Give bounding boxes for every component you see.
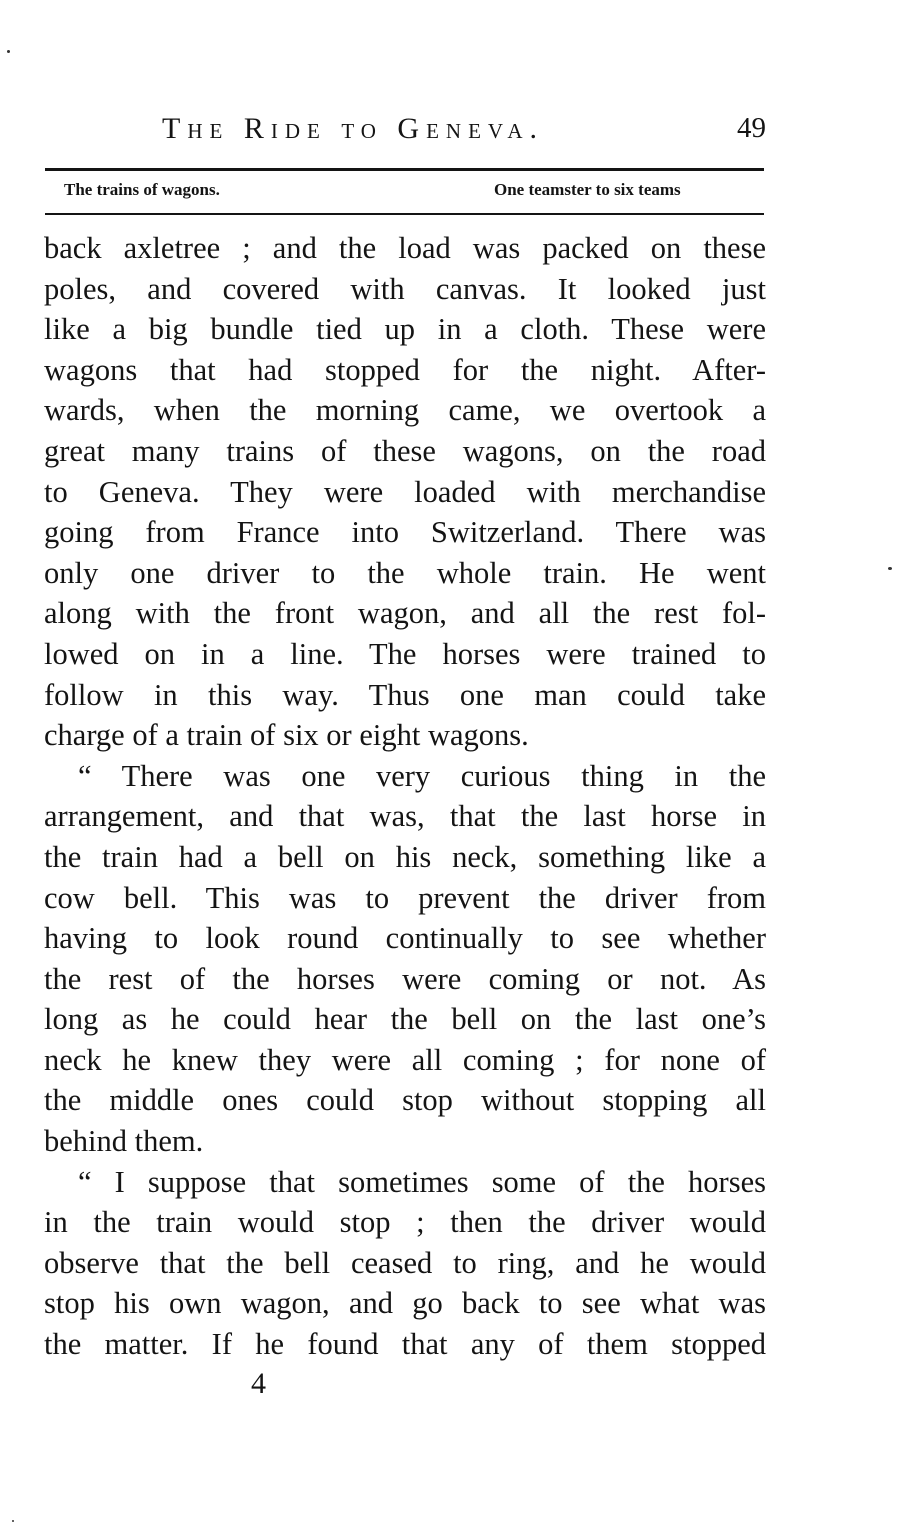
- page-number: 49: [737, 112, 766, 144]
- text-line: back axletree ; and the load was packed on these: [44, 231, 766, 265]
- text-line: poles, and covered with canvas. It looked just: [44, 271, 766, 306]
- text-line: stop his own wagon, and go back to see what was: [44, 1286, 766, 1321]
- header-rule-top: [45, 168, 764, 171]
- text-line: having to look round continually to see whether: [44, 921, 766, 956]
- text-line: “ I suppose that sometimes some of the horses: [78, 1164, 766, 1199]
- text-line: the train had a bell on his neck, something like a: [44, 839, 766, 874]
- sidenote-right: One teamster to six teams: [494, 180, 681, 199]
- text-line: only one driver to the whole train. He went: [44, 555, 766, 590]
- header-rule-bottom: [45, 213, 764, 215]
- print-speck: [12, 1520, 14, 1522]
- text-line: wagons that had stopped for the night. After-: [44, 352, 766, 387]
- running-head: [44, 112, 768, 152]
- text-line: follow in this way. Thus one man could take: [44, 677, 766, 712]
- text-line: great many trains of these wagons, on the road: [44, 433, 766, 468]
- print-speck: [888, 567, 892, 570]
- text-line: neck he knew they were all coming ; for none of: [44, 1042, 766, 1077]
- text-line: arrangement, and that was, that the last horse in: [44, 799, 766, 834]
- text-line: wards, when the morning came, we overtook a: [44, 393, 766, 428]
- signature-mark: 4: [251, 1367, 266, 1400]
- print-speck: [7, 50, 10, 53]
- text-line: lowed on in a line. The horses were trained to: [44, 636, 766, 671]
- text-line: like a big bundle tied up in a cloth. These were: [44, 312, 766, 347]
- text-line: long as he could hear the bell on the last one’s: [44, 1002, 766, 1037]
- running-title: The Ride to Geneva.: [162, 112, 545, 145]
- text-line: charge of a train of six or eight wagons.: [44, 718, 529, 753]
- text-line: the rest of the horses were coming or not. As: [44, 961, 766, 996]
- text-line: to Geneva. They were loaded with merchandise: [44, 474, 766, 509]
- text-line: the matter. If he found that any of them stopped: [44, 1327, 766, 1362]
- text-line: in the train would stop ; then the driver would: [44, 1205, 766, 1240]
- sidenote-left: The trains of wagons.: [64, 180, 220, 199]
- text-line: along with the front wagon, and all the rest fol-: [44, 596, 766, 631]
- text-line: “ There was one very curious thing in the: [78, 758, 766, 793]
- body-text: [44, 228, 766, 1365]
- text-line: observe that the bell ceased to ring, and he would: [44, 1245, 766, 1280]
- text-line: the middle ones could stop without stopping all: [44, 1083, 766, 1118]
- text-line: behind them.: [44, 1124, 204, 1159]
- text-line: going from France into Switzerland. There was: [44, 515, 766, 550]
- text-line: cow bell. This was to prevent the driver from: [44, 880, 766, 915]
